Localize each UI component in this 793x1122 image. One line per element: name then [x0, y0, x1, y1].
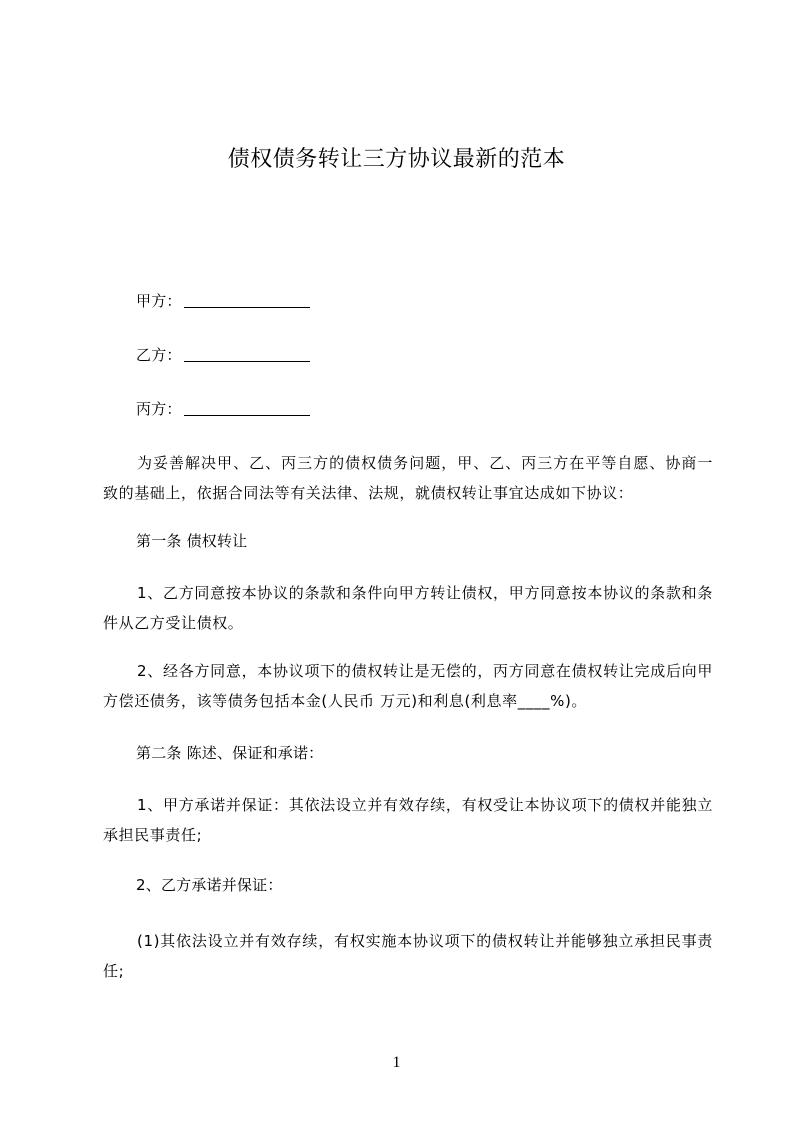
article-1-heading: 第一条 债权转让 — [136, 532, 248, 550]
party-b-label: 乙方： — [136, 346, 182, 364]
article-1-clause-1: 1、乙方同意按本协议的条款和条件向甲方转让债权，甲方同意按本协议的条款和条件从乙方受让债权。 — [103, 584, 713, 632]
party-c-label: 丙方： — [136, 400, 182, 418]
article-2-clause-2-1: (1)其依法设立并有效存续，有权实施本协议项下的债权转让并能够独立承担民事责任; — [103, 932, 713, 980]
article-2-heading: 第二条 陈述、保证和承诺： — [136, 744, 324, 762]
party-b-line — [136, 340, 310, 370]
party-c-blank — [184, 399, 310, 416]
article-1-clause-2: 2、经各方同意，本协议项下的债权转让是无偿的，丙方同意在债权转让完成后向甲方偿还债务，该等债务包括本金(人民币 万元)和利息(利息率____%)。 — [103, 662, 713, 710]
document-title: 债权债务转让三方协议最新的范本 — [227, 147, 566, 172]
intro-paragraph: 为妥善解决甲、乙、丙三方的债权债务问题，甲、乙、丙三方在平等自愿、协商一致的基础上，依据合同法等有关法律、法规，就债权转让事宜达成如下协议： — [103, 454, 713, 502]
party-a-label: 甲方： — [136, 292, 182, 310]
party-a-line — [136, 286, 310, 316]
article-2-clause-2: 2、乙方承诺并保证： — [136, 876, 283, 894]
article-2-clause-1: 1、甲方承诺并保证：其依法设立并有效存续，有权受让本协议项下的债权并能独立承担民事责任; — [103, 796, 713, 844]
party-b-blank — [184, 345, 310, 362]
party-a-blank — [184, 291, 310, 308]
page-number: 1 — [392, 1054, 401, 1071]
party-c-line — [136, 394, 310, 424]
